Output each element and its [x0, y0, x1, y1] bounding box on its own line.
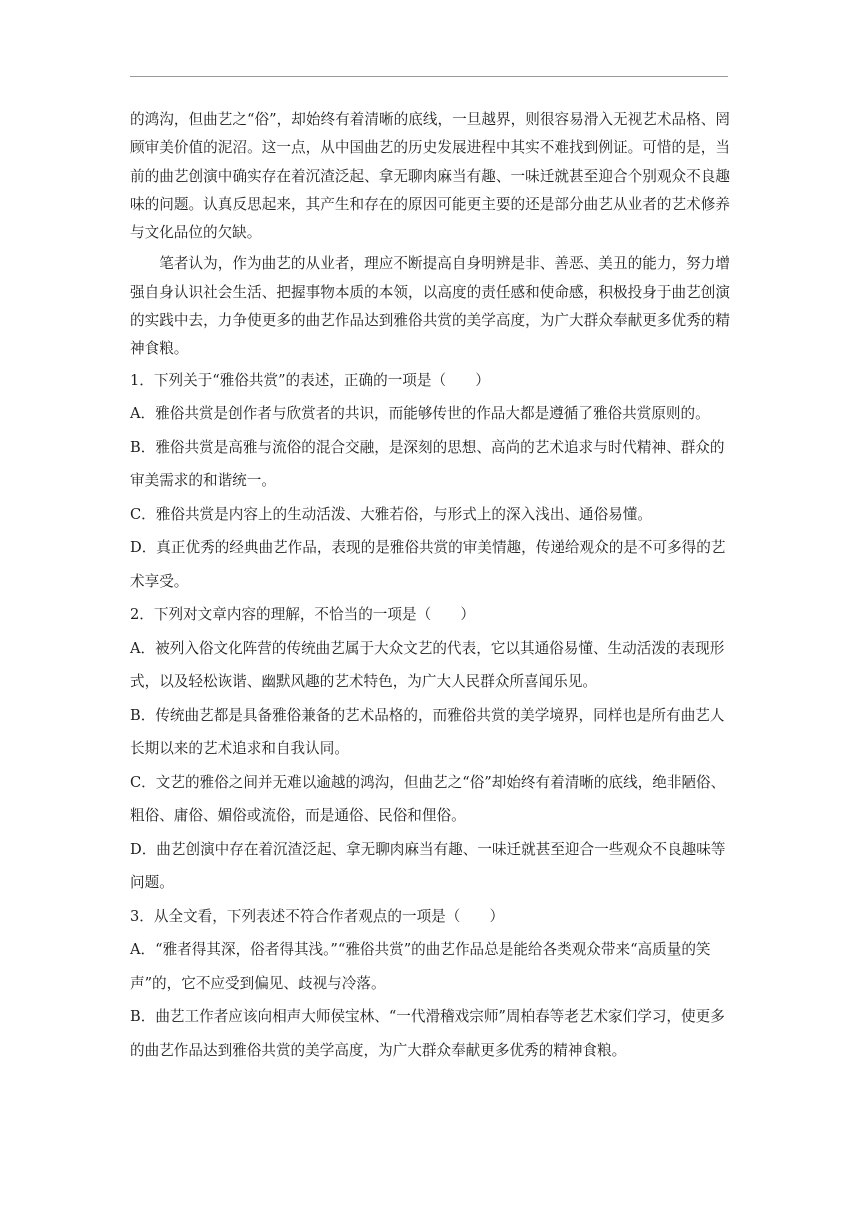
- question-1-stem: 1．下列关于“雅俗共赏”的表述，正确的一项是（ ）: [130, 371, 490, 389]
- paragraph-1: 的鸿沟，但曲艺之“俗”，却始终有着清晰的底线，一旦越界，则很容易滑入无视艺术品格、罔顾审美价值的泥沼。这一点，从中国曲艺的历史发展进程中其实不难找到例证。可惜的是，当前的曲艺创演中确实存在着沉渣泛起、拿无聊肉麻当有趣、一味迁就甚至迎合个别观众不良趣味的问题。认真反思起来，其产生和存在的原因可能更主要的还是部分曲艺从业者的艺术修养与文化品位的欠缺。: [130, 111, 730, 242]
- question-1: [130, 364, 730, 599]
- paragraph-2: 笔者认为，作为曲艺的从业者，理应不断提高自身明辨是非、善恶、美丑的能力，努力增强自身认识社会生活、把握事物本质的本领，以高度的责任感和使命感，积极投身于曲艺创演的实践中去，力争使更多的曲艺作品达到雅俗共赏的美学高度，为广大群众奉献更多优秀的精神食粮。: [130, 255, 730, 358]
- question-2-option-d: D．曲艺创演中存在着沉渣泛起、拿无聊肉麻当有趣、一味迁就甚至迎合一些观众不良趣味等问题。: [130, 840, 726, 892]
- question-2-option-c: C．文艺的雅俗之间并无难以逾越的鸿沟，但曲艺之“俗”却始终有着清晰的底线，绝非陋俗、粗俗、庸俗、媚俗或流俗，而是通俗、民俗和俚俗。: [130, 773, 726, 825]
- question-1-option-b: B．雅俗共赏是高雅与流俗的混合交融，是深刻的思想、高尚的艺术追求与时代精神、群众的审美需求的和谐统一。: [130, 438, 725, 490]
- question-1-option-a: A．雅俗共赏是创作者与欣赏者的共识，而能够传世的作品大都是遵循了雅俗共赏原则的。: [130, 405, 710, 423]
- question-2-option-b: B．传统曲艺都是具备雅俗兼备的艺术品格的，而雅俗共赏的美学境界，同样也是所有曲艺人长期以来的艺术追求和自我认同。: [130, 706, 725, 758]
- question-3-option-a: A．“雅者得其深，俗者得其浅。”“雅俗共赏”的曲艺作品总是能给各类观众带来“高质量的笑声”的，它不应受到偏见、歧视与冷落。: [130, 941, 711, 992]
- question-2-option-a: A．被列入俗文化阵营的传统曲艺属于大众文艺的代表，它以其通俗易懂、生动活泼的表现形式，以及轻松诙谐、幽默风趣的艺术特色，为广大人民群众所喜闻乐见。: [130, 639, 725, 691]
- question-2-stem: 2．下列对文章内容的理解，不恰当的一项是（ ）: [130, 606, 475, 624]
- question-1-option-d: D．真正优秀的经典曲艺作品，表现的是雅俗共赏的审美情趣，传递给观众的是不可多得的艺术享受。: [130, 539, 726, 590]
- question-1-option-c: C．雅俗共赏是内容上的生动活泼、大雅若俗，与形式上的深入浅出、通俗易懂。: [130, 505, 652, 523]
- question-3: [130, 900, 730, 1068]
- question-2: [130, 598, 730, 900]
- question-3-option-b: B．曲艺工作者应该向相声大师侯宝林、“一代滑稽戏宗师”周柏春等老艺术家们学习，使更多的曲艺作品达到雅俗共赏的美学高度，为广大群众奉献更多优秀的精神食粮。: [130, 1008, 725, 1059]
- header-rule: [130, 76, 728, 77]
- question-3-stem: 3．从全文看，下列表述不符合作者观点的一项是（ ）: [130, 907, 505, 925]
- document-content: [130, 106, 730, 1067]
